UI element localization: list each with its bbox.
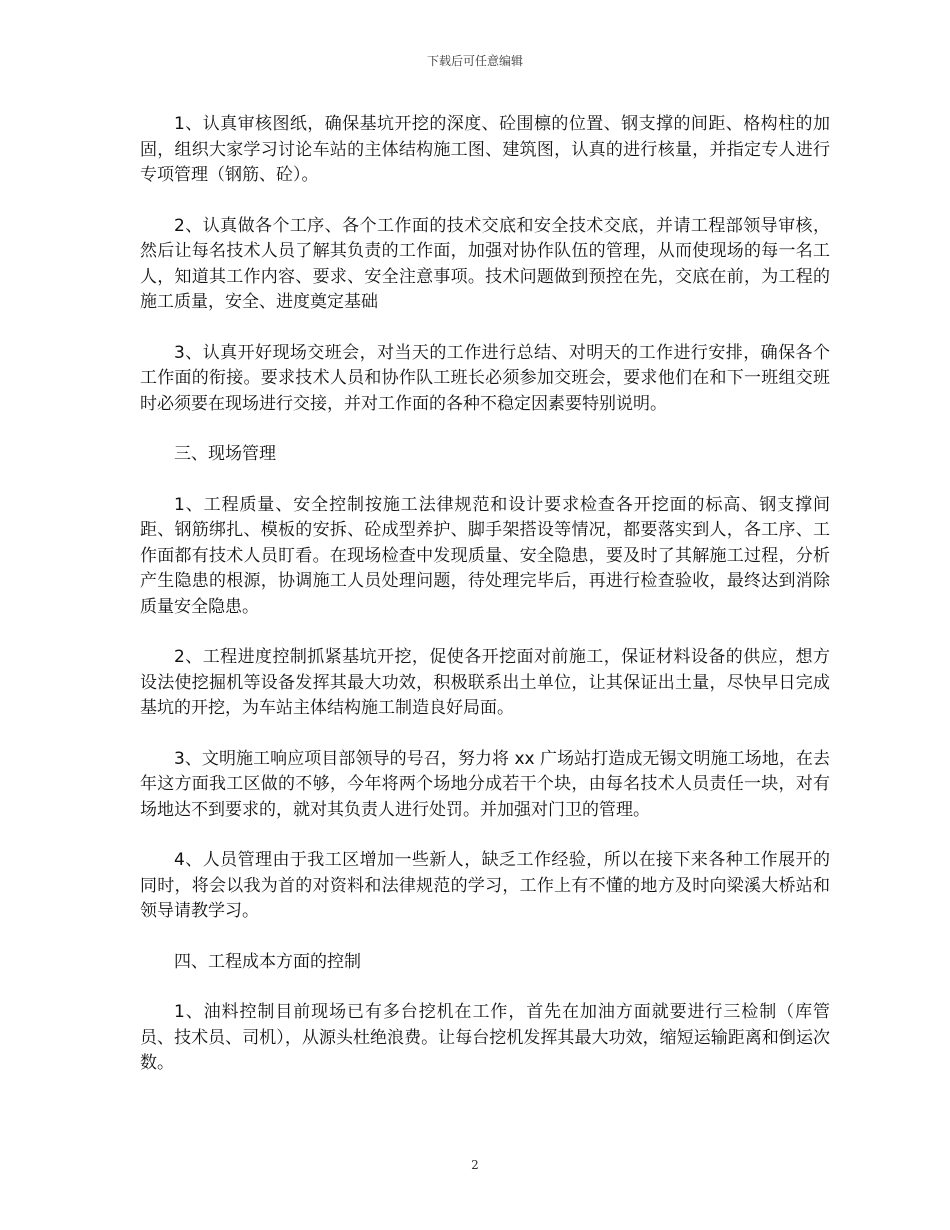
paragraph-progress-control: 2、工程进度控制抓紧基坑开挖，促使各开挖面对前施工，保证材料设备的供应，想方设法使挖掘机等设备发挥其最大功效，积极联系出土单位，让其保证出土量，尽快早日完成基坑的开挖，为车站主体结构施工制造良好局面。 [140, 647, 830, 718]
paragraph-shift-meeting: 3、认真开好现场交班会，对当天的工作进行总结、对明天的工作进行安排，确保各个工作面的衔接。要求技术人员和协作队工班长必须参加交班会，要求他们在和下一班组交班时必须要在现场进行交接，并对工作面的各种不稳定因素要特别说明。 [140, 342, 830, 414]
paragraph-fuel-control: 1、油料控制目前现场已有多台挖机在工作，首先在加油方面就要进行三检制（库管员、技术员、司机），从源头杜绝浪费。让每台挖机发挥其最大功效，缩短运输距离和倒运次数。 [140, 1002, 830, 1073]
section-heading-site-management: 三、现场管理 [174, 444, 276, 464]
paragraph-quality-safety: 1、工程质量、安全控制按施工法律规范和设计要求检查各开挖面的标高、钢支撑间距、钢筋绑扎、模板的安拆、砼成型养护、脚手架搭设等情况，都要落实到人，各工序、工作面都有技术人员盯看。在现场检查中发现质量、安全隐患，要及时了其解施工过程，分析产生隐患的根源，协调施工人员处理问题，待处理完毕后，再进行检查验收，最终达到消除质量安全隐患。 [140, 494, 830, 617]
page-header: 下载后可任意编辑 [426, 54, 523, 68]
document-body [140, 112, 830, 1102]
paragraph-review-drawings: 1、认真审核图纸，确保基坑开挖的深度、砼围檩的位置、钢支撑的间距、格构柱的加固，组织大家学习讨论车站的主体结构施工图、建筑图，认真的进行核量，并指定专人进行专项管理（钢筋、砼）。 [140, 114, 830, 185]
section-heading-cost-control: 四、工程成本方面的控制 [174, 951, 361, 972]
paragraph-personnel-management: 4、人员管理由于我工区增加一些新人，缺乏工作经验，所以在接下来各种工作展开的同时，将会以我为首的对资料和法律规范的学习，工作上有不懂的地方及时向梁溪大桥站和领导请教学习。 [140, 850, 830, 921]
paragraph-civilized-construction: 3、文明施工响应项目部领导的号召，努力将 xx 广场站打造成无锡文明施工场地，在去年这方面我工区做的不够，今年将两个场地分成若干个块，由每名技术人员责任一块，对有场地达不到要求的，就对其负责人进行处罚。并加强对门卫的管理。 [140, 748, 830, 820]
paragraph-technical-briefing: 2、认真做各个工序、各个工作面的技术交底和安全技术交底，并请工程部领导审核，然后让每名技术人员了解其负责的工作面，加强对协作队伍的管理，从而使现场的每一名工人，知道其工作内容、要求、安全注意事项。技术问题做到预控在先，交底在前，为工程的施工质量，安全、进度奠定基础 [140, 215, 830, 312]
page-number: 2 [471, 1158, 479, 1172]
